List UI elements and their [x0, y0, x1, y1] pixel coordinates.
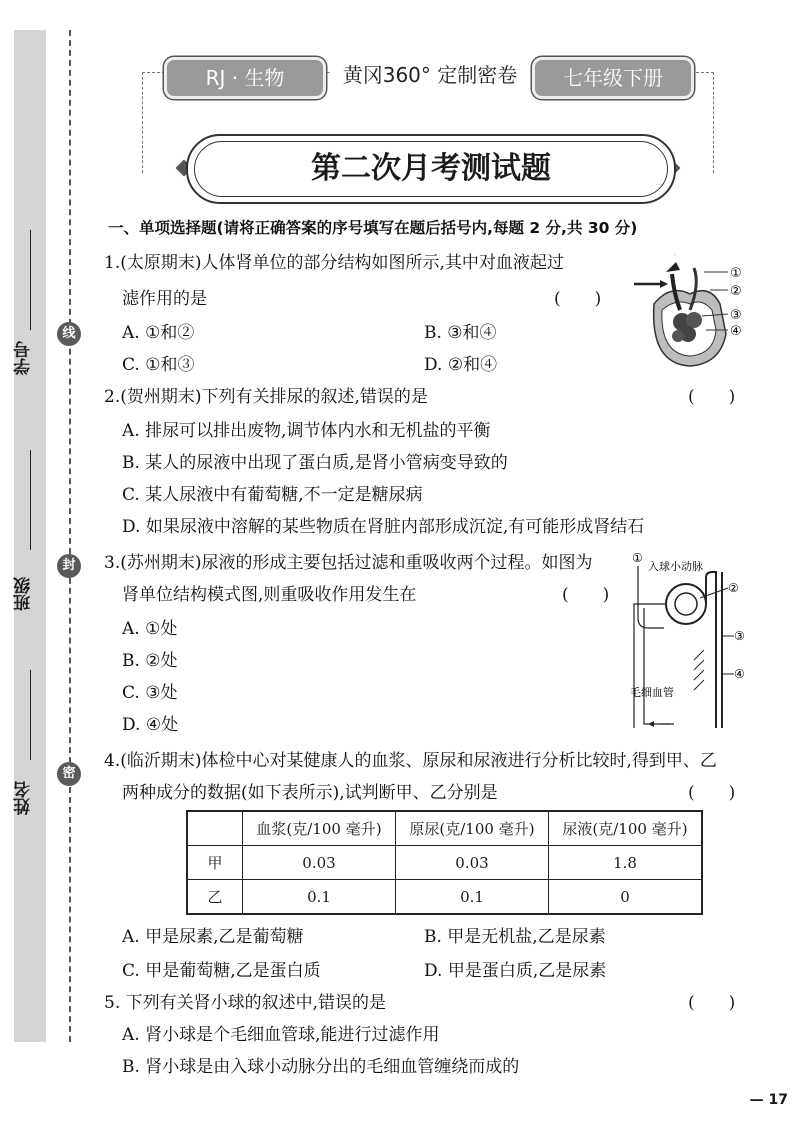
subject-pill: RJ · 生物 [164, 57, 326, 99]
q1-fig-label-3: ③ [730, 308, 742, 323]
cut-mark-line: 线 [57, 322, 81, 346]
q4-option-d: D. 甲是蛋白质,乙是尿素 [424, 961, 607, 981]
table-cell: 1.8 [549, 846, 703, 880]
q3-stem-2: 肾单位结构模式图,则重吸收作用发生在 [122, 585, 417, 605]
name-label: 姓名 [14, 781, 34, 815]
q3-option-c: C. ③处 [122, 683, 178, 703]
q2-option-a: A. 排尿可以排出废物,调节体内水和无机盐的平衡 [122, 421, 491, 441]
cut-line [69, 30, 71, 1042]
q4-option-b: B. 甲是无机盐,乙是尿素 [424, 927, 606, 947]
q2-option-d: D. 如果尿液中溶解的某些物质在肾脏内部形成沉淀,有可能形成肾结石 [122, 517, 645, 537]
q3-option-d: D. ④处 [122, 715, 179, 735]
q1-stem-2: 滤作用的是 [122, 289, 207, 309]
class-fill-line [30, 450, 31, 550]
q1-fig-label-4: ④ [730, 324, 742, 339]
page-title: 第二次月考测试题 [186, 134, 676, 204]
q2-stem: 2.(贺州期末)下列有关排尿的叙述,错误的是 [104, 387, 428, 407]
table-cell: 0.1 [243, 880, 396, 915]
cut-mark-secret: 密 [57, 762, 81, 786]
table-row [187, 880, 702, 915]
name-fill-line [30, 670, 31, 760]
id-fill-line [30, 230, 31, 330]
q4-stem-1: 4.(临沂期末)体检中心对某健康人的血浆、原尿和尿液进行分析比较时,得到甲、乙 [104, 751, 717, 771]
q4-data-table [186, 810, 703, 915]
table-cell: 0.1 [396, 880, 549, 915]
section-heading: 一、单项选择题(请将正确答案的序号填写在题后括号内,每题 2 分,共 30 分) [108, 219, 638, 237]
q1-stem-1: 1.(太原期末)人体肾单位的部分结构如图所示,其中对血液起过 [104, 253, 564, 273]
table-cell: 0.03 [396, 846, 549, 880]
q3-fig-label-3: ③ [734, 629, 745, 643]
table-cell: 0 [549, 880, 703, 915]
nephron-figure-1 [620, 254, 756, 374]
q3-fig-label-1: ① [632, 551, 643, 565]
q1-option-d: D. ②和④ [424, 355, 498, 375]
table-header-row [187, 811, 702, 846]
q5-stem: 5. 下列有关肾小球的叙述中,错误的是 [104, 993, 387, 1013]
grade-pill: 七年级下册 [532, 57, 694, 99]
q2-option-c: C. 某人尿液中有葡萄糖,不一定是糖尿病 [122, 485, 423, 505]
table-header-cell [187, 811, 243, 846]
q5-answer-blank[interactable]: ( ) [688, 993, 736, 1013]
table-header-cell: 尿液(克/100 毫升) [549, 811, 703, 846]
cut-mark-seal: 封 [57, 554, 81, 578]
q4-option-a: A. 甲是尿素,乙是葡萄糖 [122, 927, 304, 947]
q3-stem-1: 3.(苏州期末)尿液的形成主要包括过滤和重吸收两个过程。如图为 [104, 553, 593, 573]
q3-fig-artery-label: 入球小动脉 [648, 560, 703, 573]
table-cell: 甲 [187, 846, 243, 880]
q1-fig-label-2: ② [730, 284, 742, 299]
table-header-cell: 原尿(克/100 毫升) [396, 811, 549, 846]
q1-fig-label-1: ① [730, 266, 742, 281]
q4-answer-blank[interactable]: ( ) [688, 783, 736, 803]
q5-option-a: A. 肾小球是个毛细血管球,能进行过滤作用 [122, 1025, 440, 1045]
q4-stem-2: 两种成分的数据(如下表所示),试判断甲、乙分别是 [122, 783, 498, 803]
q3-option-b: B. ②处 [122, 651, 178, 671]
q3-fig-label-4: ④ [734, 667, 745, 681]
q3-answer-blank[interactable]: ( ) [562, 585, 610, 605]
student-id-label: 学号 [14, 341, 34, 375]
q1-option-b: B. ③和④ [424, 323, 497, 343]
table-header-cell: 血浆(克/100 毫升) [243, 811, 396, 846]
q3-option-a: A. ①处 [122, 619, 178, 639]
page-number: — 17 [749, 1092, 788, 1108]
table-cell: 乙 [187, 880, 243, 915]
q2-answer-blank[interactable]: ( ) [688, 387, 736, 407]
series-name: 黄冈360° 定制密卷 [330, 57, 530, 93]
q3-fig-label-2: ② [728, 581, 739, 595]
class-label: 班级 [14, 577, 34, 611]
q5-option-b: B. 肾小球是由入球小动脉分出的毛细血管缠绕而成的 [122, 1057, 520, 1077]
nephron-figure-2 [624, 548, 754, 738]
table-cell: 0.03 [243, 846, 396, 880]
q3-fig-capillary-label: 毛细血管 [630, 686, 674, 699]
q1-answer-blank[interactable]: ( ) [554, 289, 602, 309]
table-row [187, 846, 702, 880]
q2-option-b: B. 某人的尿液中出现了蛋白质,是肾小管病变导致的 [122, 453, 508, 473]
q4-option-c: C. 甲是葡萄糖,乙是蛋白质 [122, 961, 321, 981]
q1-option-c: C. ①和③ [122, 355, 195, 375]
q1-option-a: A. ①和② [122, 323, 195, 343]
